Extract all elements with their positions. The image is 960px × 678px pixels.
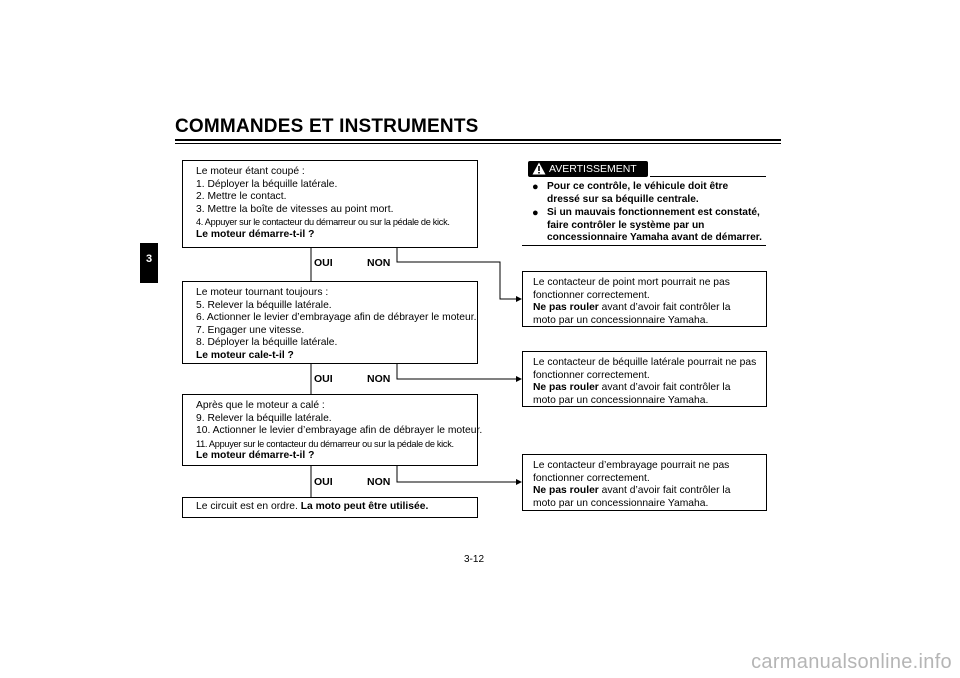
warning-item-line: concessionnaire Yamaha avant de démarrer. <box>547 232 762 243</box>
step1-line: 4. Appuyer sur le contacteur du démarreur ou sur la pédale de kick. <box>196 217 450 228</box>
result-warning: Ne pas rouler <box>533 302 599 314</box>
step2-line: 7. Engager une vitesse. <box>196 324 305 336</box>
step3-line: Après que le moteur a calé : <box>196 400 325 411</box>
flow-step-4 <box>182 497 478 518</box>
result-line: moto par un concessionnaire Yamaha. <box>533 314 709 326</box>
step1-line: 1. Déployer la béquille latérale. <box>196 178 338 190</box>
result-line: moto par un concessionnaire Yamaha. <box>533 394 709 406</box>
result-warning: Ne pas rouler <box>533 485 599 497</box>
step2-line: 5. Relever la béquille latérale. <box>196 299 332 311</box>
step3-no-label: NON <box>367 476 391 488</box>
flow-step-1 <box>182 160 478 248</box>
page-title: COMMANDES ET INSTRUMENTS <box>175 116 479 137</box>
result-line: fonctionner correctement. <box>533 289 650 301</box>
result-line: moto par un concessionnaire Yamaha. <box>533 497 709 509</box>
bullet-icon: ● <box>532 207 539 219</box>
result-line: avant d’avoir fait contrôler la <box>598 302 731 314</box>
step3-line: 10. Actionner le levier d’embrayage afin de débrayer le moteur. <box>196 425 483 437</box>
warning-rule-bottom <box>522 245 766 246</box>
step1-no-label: NON <box>367 257 391 269</box>
chapter-tab: 3 <box>140 243 158 283</box>
warning-block <box>522 159 766 249</box>
warning-label: AVERTISSEMENT <box>549 163 637 175</box>
result-box-clutch-switch <box>522 454 767 511</box>
step2-line: 6. Actionner le levier d’embrayage afin de débrayer le moteur. <box>196 312 477 324</box>
warning-badge <box>528 161 648 177</box>
warning-rule-top <box>650 176 766 177</box>
step3-line: 11. Appuyer sur le contacteur du démarreur ou sur la pédale de kick. <box>196 438 454 449</box>
step2-yes-label: OUI <box>314 373 333 385</box>
result-box-neutral-switch <box>522 271 767 327</box>
result-line: avant d’avoir fait contrôler la <box>598 382 731 394</box>
result-warning: Ne pas rouler <box>533 382 599 394</box>
flow-step-3 <box>182 394 483 466</box>
step2-line: 8. Déployer la béquille latérale. <box>196 337 338 349</box>
bullet-icon: ● <box>532 181 539 193</box>
step1-yes-label: OUI <box>314 257 333 269</box>
step1-line: 3. Mettre la boîte de vitesses au point mort. <box>196 203 394 215</box>
connector-step2-no <box>397 364 521 379</box>
warning-item-line: Pour ce contrôle, le véhicule doit être <box>547 181 729 192</box>
flow-step-2 <box>182 281 478 364</box>
result-line: fonctionner correctement. <box>533 369 650 381</box>
step1-line: Le moteur étant coupé : <box>196 166 305 177</box>
warning-item-line: faire contrôler le système par un <box>547 219 705 231</box>
warning-item-line: dressé sur sa béquille centrale. <box>547 193 699 205</box>
result-line: Le contacteur de point mort pourrait ne pas <box>533 277 730 288</box>
step2-question: Le moteur cale-t-il ? <box>196 349 294 361</box>
step3-question: Le moteur démarre-t-il ? <box>196 450 315 462</box>
step2-line: Le moteur tournant toujours : <box>196 287 329 298</box>
warning-item-line: Si un mauvais fonctionnement est constaté, <box>547 207 760 218</box>
warning-triangle-icon <box>532 162 546 180</box>
step4-text: Le circuit est en ordre. <box>196 501 301 512</box>
step2-no-label: NON <box>367 373 391 385</box>
watermark: carmanualsonline.info <box>751 651 952 673</box>
result-box-sidestand-switch <box>522 351 767 407</box>
step3-line: 9. Relever la béquille latérale. <box>196 412 332 424</box>
result-line: Le contacteur de béquille latérale pourrait ne pas <box>533 357 757 368</box>
result-line: Le contacteur d’embrayage pourrait ne pas <box>533 460 730 471</box>
step1-line: 2. Mettre le contact. <box>196 191 287 203</box>
step4-conclusion: La moto peut être utilisée. <box>300 501 429 512</box>
result-line: avant d’avoir fait contrôler la <box>598 485 731 497</box>
step3-yes-label: OUI <box>314 476 333 488</box>
connector-step3-no <box>397 466 521 482</box>
result-line: fonctionner correctement. <box>533 472 650 484</box>
step1-question: Le moteur démarre-t-il ? <box>196 228 315 240</box>
page-number: 3-12 <box>464 554 485 565</box>
